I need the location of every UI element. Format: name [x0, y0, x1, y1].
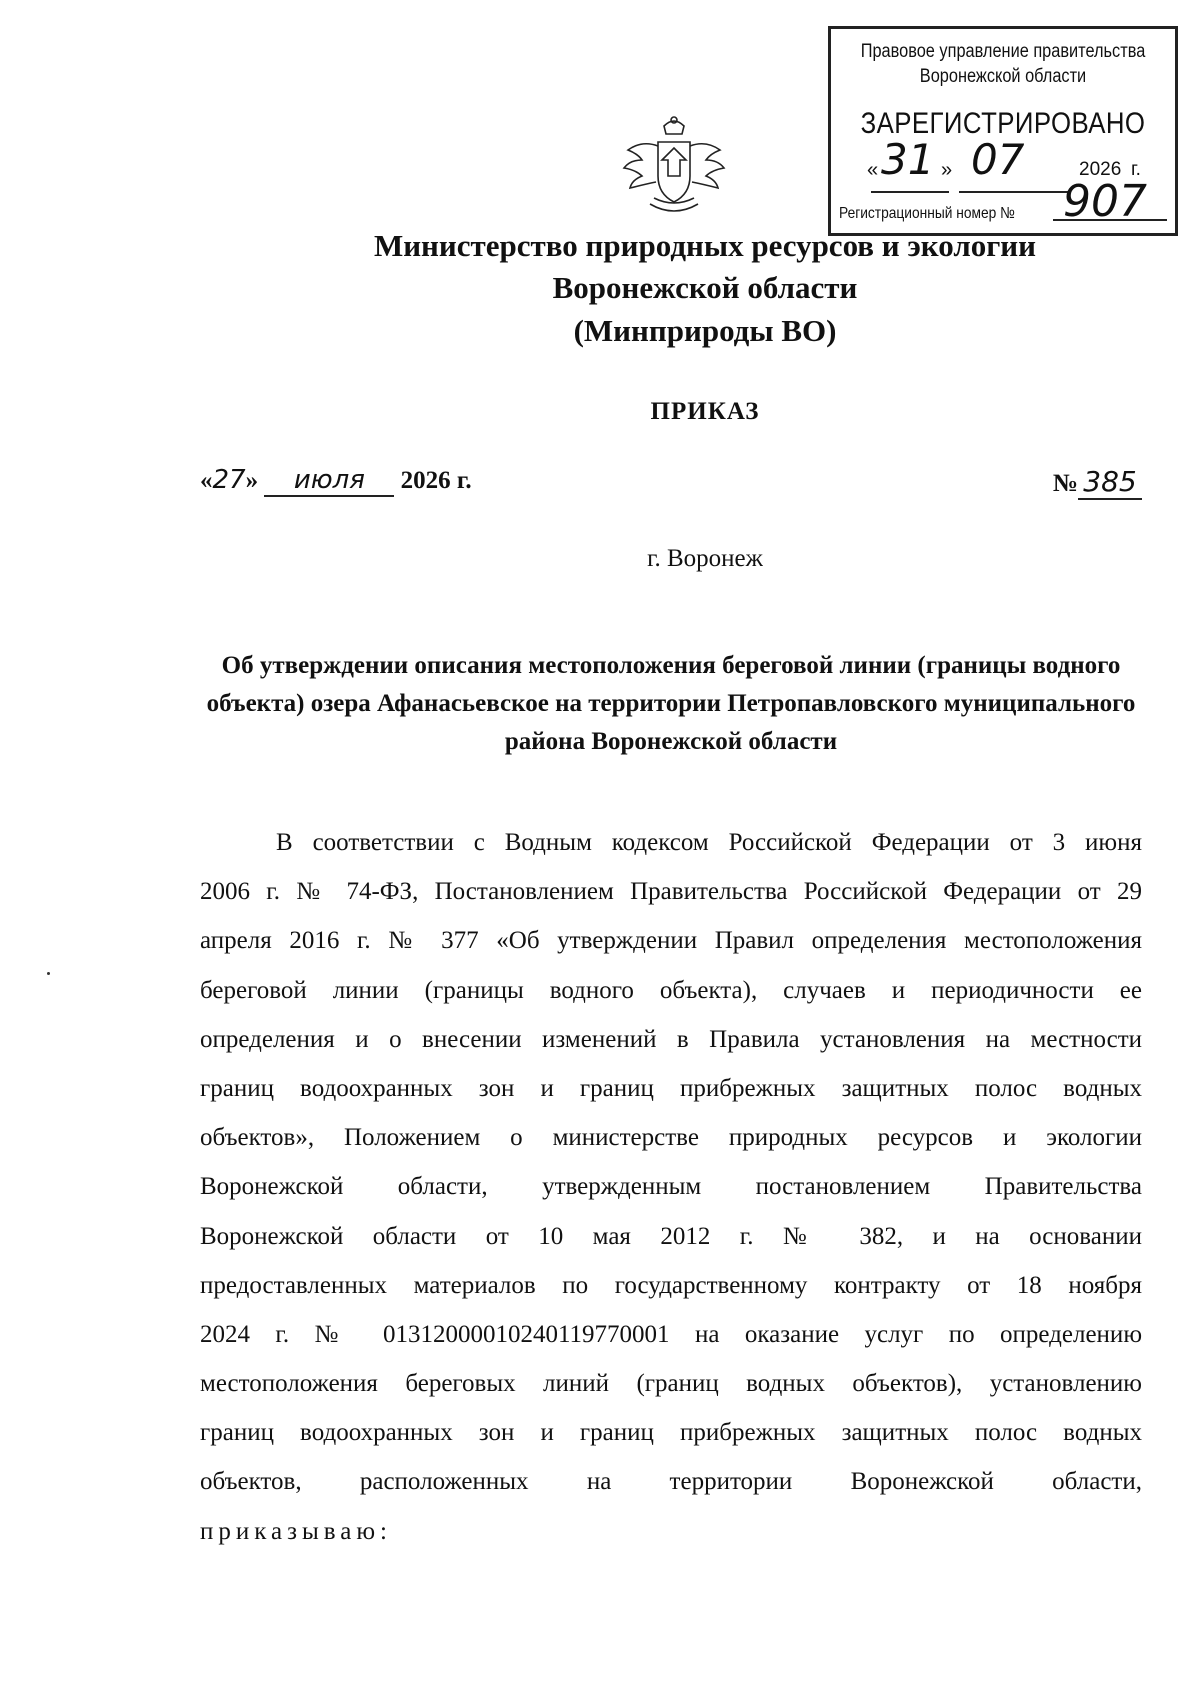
order-date-row — [200, 465, 1142, 505]
body-line: 2006 г. № 74-ФЗ, Постановлением Правительства Российской Федерации от 29 — [200, 878, 1142, 906]
stamp-date: « 31 » 07 2026 г. — [831, 143, 1175, 187]
ministry-name-line1: Министерство природных ресурсов и экологии — [373, 228, 1037, 263]
stamp-reg-number: 907 — [1063, 176, 1147, 227]
stamp-org-line2: Воронежской области — [919, 66, 1087, 87]
body-line: Воронежской области от 10 мая 2012 г. № 382, и на основании — [200, 1222, 1142, 1250]
order-number-label: № — [1052, 470, 1078, 497]
body-line: предоставленных материалов по государственному контракту от 18 ноября — [200, 1271, 1142, 1299]
order-year: 2026 г. — [400, 467, 472, 494]
body-line: береговой линии (границы водного объекта), случаев и периодичности ее — [200, 976, 1142, 1004]
order-body — [200, 818, 1142, 1556]
body-line: границ водоохранных зон и границ прибрежных защитных полос водных — [200, 1419, 1142, 1447]
city: г. Воронеж — [647, 545, 763, 572]
body-line: объектов, расположенных на территории Воронежской области, — [200, 1468, 1142, 1496]
order-number-value: 385 — [1078, 465, 1142, 500]
body-line-command: приказываю: — [200, 1517, 392, 1545]
body-line: 2024 г. № 0131200001024011977000​1 на оказание услуг по определению — [200, 1320, 1142, 1348]
registration-stamp — [828, 26, 1178, 236]
coat-of-arms-icon — [620, 112, 728, 220]
stamp-day: 31 — [881, 135, 935, 184]
stamp-registration-number — [831, 176, 1175, 227]
body-line: апреля 2016 г. № 377 «Об утверждении Правил определения местоположения — [200, 927, 1142, 955]
stamp-org-line1: Правовое управление правительства — [860, 41, 1146, 62]
body-line: объектов», Положением о министерстве природных ресурсов и экологии — [200, 1124, 1142, 1152]
order-day: 27 — [212, 465, 246, 495]
stamp-status: ЗАРЕГИСТРИРОВАНО — [860, 107, 1146, 140]
ministry-abbreviation: (Минприроды ВО) — [573, 313, 837, 348]
scan-speck — [47, 972, 50, 975]
order-number — [1053, 465, 1142, 500]
order-month: июля — [264, 465, 394, 497]
body-line: В соответствии с Водным кодексом Российской Федерации от 3 июня — [276, 829, 1142, 856]
body-line: границ водоохранных зон и границ прибрежных защитных полос водных — [200, 1074, 1142, 1102]
body-line: местоположения береговых линий (границ водных объектов), установлению — [200, 1370, 1142, 1398]
body-line: Воронежской области, утвержденным постановлением Правительства — [200, 1173, 1142, 1201]
stamp-month: 07 — [971, 135, 1025, 184]
order-title: ПРИКАЗ — [650, 398, 760, 425]
ministry-name-line2: Воронежской области — [552, 270, 858, 305]
stamp-reg-label: Регистрационный номер № — [839, 205, 1015, 222]
stamp-year: 2026 — [1079, 159, 1122, 180]
order-date: «27» июля 2026 г. — [200, 465, 472, 495]
order-subject: Об утверждении описания местоположения береговой линии (границы водного объекта) озера Афанасьевское на территории Петропавловского муниципального района Воронежской области — [206, 652, 1136, 755]
stamp-year-suffix: г. — [1131, 159, 1141, 180]
body-line: определения и о внесении изменений в Правила установления на местности — [200, 1025, 1142, 1053]
